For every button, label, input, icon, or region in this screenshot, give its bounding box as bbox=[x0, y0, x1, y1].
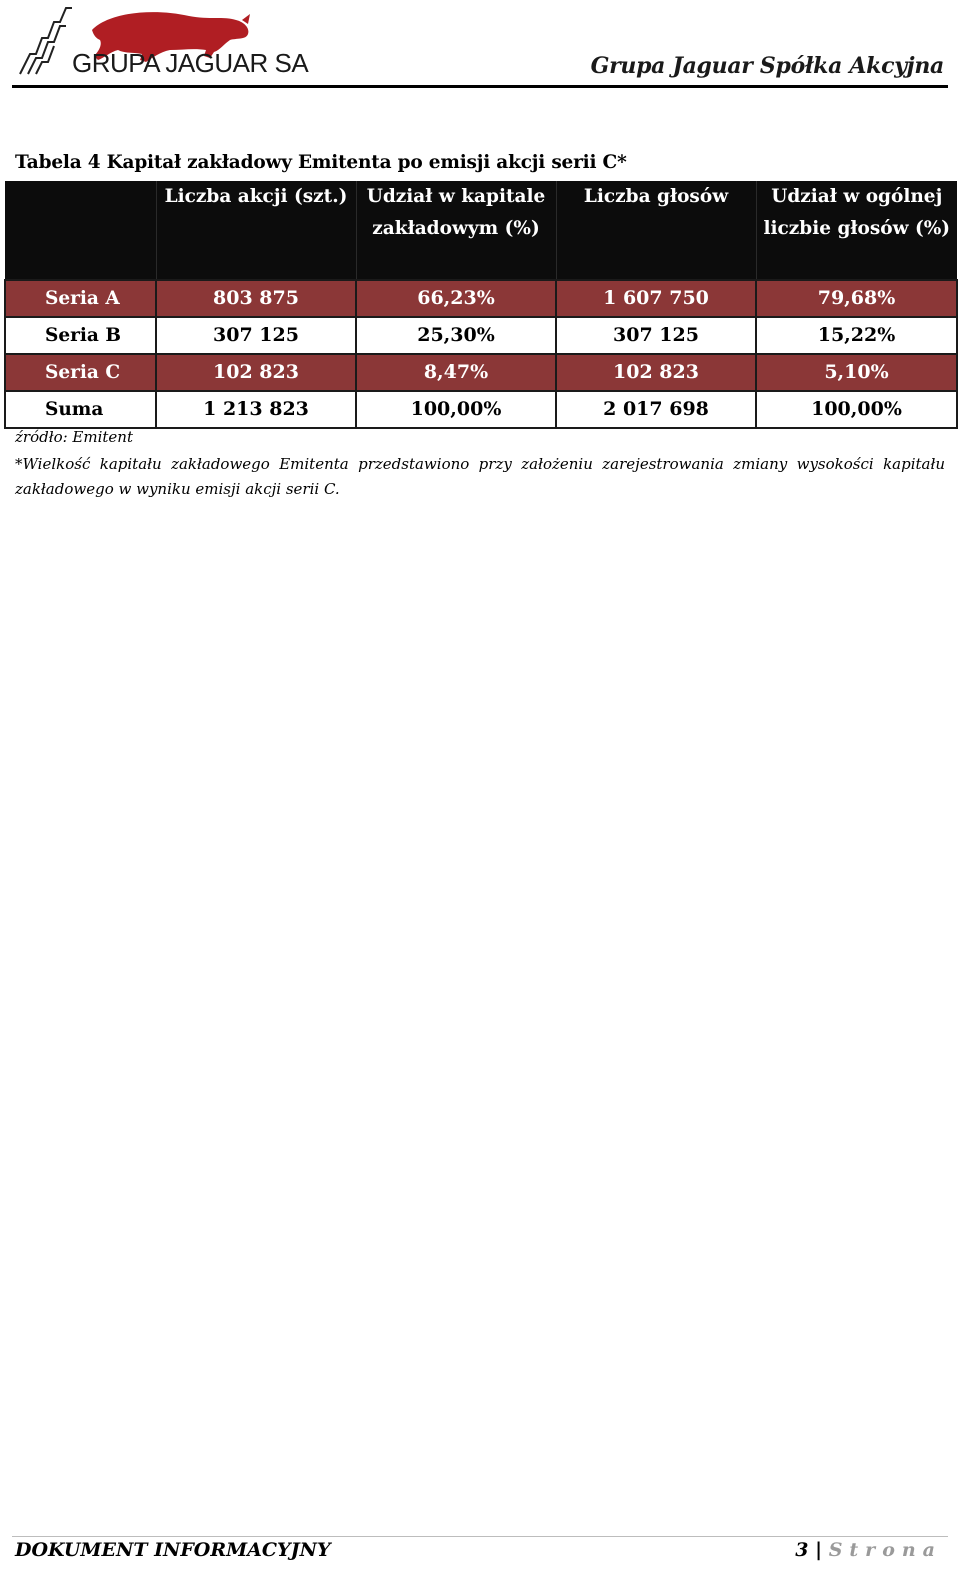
table-cell: 307 125 bbox=[156, 317, 356, 354]
table-cell: 102 823 bbox=[556, 354, 756, 391]
table-cell: 79,68% bbox=[756, 280, 957, 317]
table-cell: 102 823 bbox=[156, 354, 356, 391]
table-cell: 2 017 698 bbox=[556, 391, 756, 428]
page-number: 3 bbox=[795, 1539, 809, 1561]
column-header: Liczba głosów bbox=[556, 181, 756, 280]
header-divider bbox=[12, 85, 948, 88]
table-row-total bbox=[5, 391, 957, 428]
table-cell: 5,10% bbox=[756, 354, 957, 391]
table-cell: 1 213 823 bbox=[156, 391, 356, 428]
company-name: Grupa Jaguar Spółka Akcyjna bbox=[590, 53, 944, 79]
table-row bbox=[5, 280, 957, 317]
row-label: Seria C bbox=[5, 354, 156, 391]
table-title: Tabela 4 Kapitał zakładowy Emitenta po emisji akcji serii C* bbox=[15, 152, 627, 173]
document-label: DOKUMENT INFORMACYJNY bbox=[15, 1539, 331, 1561]
page-word: Strona bbox=[828, 1539, 942, 1561]
page-indicator bbox=[795, 1539, 942, 1561]
row-label: Seria B bbox=[5, 317, 156, 354]
table-cell: 803 875 bbox=[156, 280, 356, 317]
table-header-row bbox=[5, 181, 957, 280]
table-cell: 100,00% bbox=[356, 391, 556, 428]
table-footnote: *Wielkość kapitału zakładowego Emitenta przedstawiono przy założeniu zarejestrowania zmiany wysokości kapitału zakładowego w wyniku emisji akcji serii C. bbox=[15, 455, 945, 498]
table-cell: 307 125 bbox=[556, 317, 756, 354]
company-logo bbox=[14, 0, 309, 82]
table-cell: 1 607 750 bbox=[556, 280, 756, 317]
table-row bbox=[5, 354, 957, 391]
table-cell: 8,47% bbox=[356, 354, 556, 391]
page-separator: | bbox=[815, 1539, 823, 1561]
column-header: Udział w ogólnej liczbie głosów (%) bbox=[756, 181, 957, 280]
logo-text: GRUPA JAGUAR SA bbox=[72, 48, 309, 78]
table-cell: 15,22% bbox=[756, 317, 957, 354]
table-cell: 25,30% bbox=[356, 317, 556, 354]
column-header: Liczba akcji (szt.) bbox=[156, 181, 356, 280]
row-label: Suma bbox=[5, 391, 156, 428]
jaguar-logo-icon bbox=[14, 0, 309, 82]
table-cell: 66,23% bbox=[356, 280, 556, 317]
footer-divider bbox=[12, 1536, 948, 1537]
column-header bbox=[5, 181, 156, 280]
row-label: Seria A bbox=[5, 280, 156, 317]
column-header: Udział w kapitale zakładowym (%) bbox=[356, 181, 556, 280]
capital-table bbox=[4, 181, 958, 429]
table-cell: 100,00% bbox=[756, 391, 957, 428]
table-source: źródło: Emitent bbox=[15, 428, 133, 446]
table-row bbox=[5, 317, 957, 354]
page-header bbox=[0, 0, 960, 92]
